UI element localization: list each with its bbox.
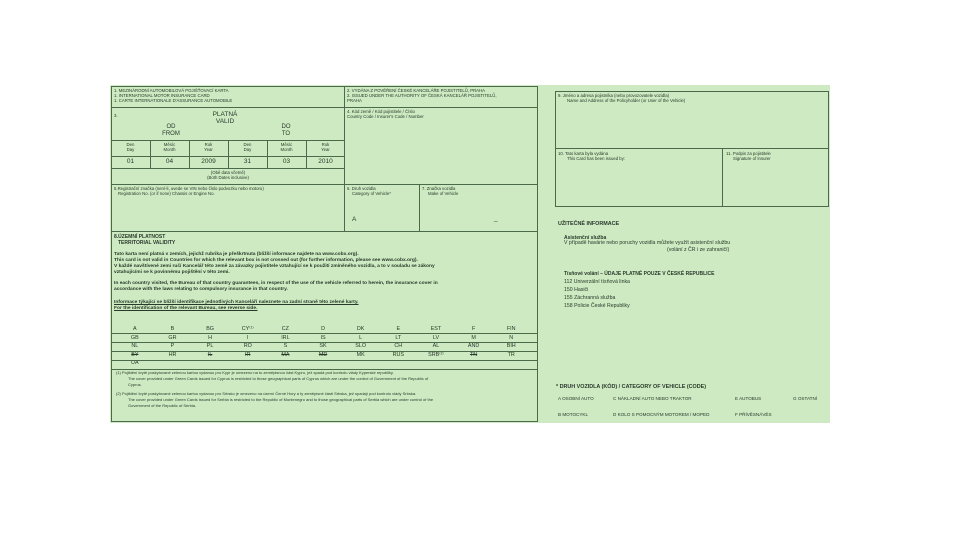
country-code: I [246,334,249,341]
col-label-month-to: Měsíc [280,142,293,147]
country-code: E [396,326,401,332]
box-4-line-1: 4. Kód země / Kód pojistitele / Číslo [347,109,415,114]
country-code-crossed: TN [469,351,478,358]
box-2-line-2: 2. ISSUED UNDER THE AUTHORITY OF ČESKÁ KANCELÁŘ POJISTITELŮ, [347,93,497,98]
emergency-line-150: 150 Hasiči [564,287,589,293]
box-4-line-2: Country Code / Insurer's Code / Number [347,114,424,119]
country-code-crossed: MA [281,351,290,358]
country-code: NL [131,343,139,350]
country-code: LT [395,334,402,341]
col-label-month-from: Měsíc [163,142,176,147]
box-7-line-1: 7. Značka vozidla [422,186,456,191]
validity-para-7: Informace týkající se bližší identifikace jednotlivých Kanceláří naleznete na zadní straně této zelené karty. [114,300,359,305]
valid-to-month: 03 [282,158,291,165]
validity-para-8: For the identification of the relevant Bureau, see reverse side. [114,306,258,311]
grid-line-2 [111,342,538,343]
box-5-line-2: Registration No. (or if none) Chassis or Engine No. [118,191,215,196]
country-code: DK [356,326,365,332]
country-code: AL [432,343,440,350]
country-code: GB [130,334,139,341]
country-code: SRB⁽²⁾ [428,351,444,358]
validity-para-4: vztahujícími se k povinnému pojištění v této zemi. [114,270,230,275]
country-code: D [321,326,325,332]
box-3-number: 3. [114,113,118,118]
do-label: DO [281,124,291,130]
country-code: SLO [355,343,367,350]
assistance-title: Asistenční služba [564,235,607,241]
country-code: N [509,334,514,341]
both-dates-note-cz: (Obě data včetně) [210,170,246,175]
assistance-text: V případě havárie nebo poruchy vozidla můžete využít asistenční službu [564,240,731,246]
box-1-line-3: 1. CARTE INTERNATIONALE D'ASSURANCE AUTOMOBILE [114,98,233,103]
box-2-line-3: PRAHA [347,98,362,103]
footnote-2-en: The cover provided under Green Cards issued for Serbia is restricted to the Republic of Montenegro and to those geographical parts of Serbia which are under control of the [128,397,434,402]
country-code: CY⁽¹⁾ [241,326,254,332]
col-label-day-from: Den [126,142,135,147]
box-2-line-1: 2. VYDÁNA Z POVĚŘENÍ ČESKÉ KANCELÁŘE POJISTITELŮ, PRAHA [347,88,486,93]
grid-line-1 [111,333,538,334]
country-code: H [208,334,213,341]
category-b: B MOTOCYKL [558,412,589,417]
country-row-2 [116,334,530,343]
country-code: A [133,326,137,332]
box-1-line-1: 1. MEZINÁRODNÍ AUTOMOBILOVÁ POJIŠŤOVACÍ KARTA [114,88,229,93]
emergency-line-158: 158 Policie České Republiky [564,303,630,309]
country-code: IS [320,334,326,341]
country-code: P [170,343,175,350]
country-code: LV [432,334,440,341]
col-label-year-to-en: Year [321,147,330,152]
col-label-month-from-en: Month [163,147,176,152]
col-label-year-to: Rok [321,142,330,147]
useful-info-title: UŽITEČNÉ INFORMACE [558,221,620,227]
to-label: TO [281,131,291,137]
assistance-note: (volání z ČR i ze zahraničí) [667,247,730,253]
footnote-2-en-cont: Government of the Republic of Serbia. [128,403,197,408]
box-7-line-2: Make of Vehicle [428,191,459,196]
box-9-line-2: Name and Address of the Policyholder (or User of the Vehicle) [567,98,686,103]
validity-para-6: accordance with the laws relating to compulsory insurance in that country. [114,287,288,292]
country-code: M [471,334,476,341]
box-11-line-1: 11. Podpis za pojistitele [726,151,771,156]
validity-para-2: This card is not valid in Countries for which the relevant box is not crossed out (for further information, please see www.cobx.org). [114,258,418,263]
valid-from-year: 2009 [201,158,216,165]
country-code: IRL [281,334,290,341]
footnote-1-en-cont: Cyprus. [128,382,142,387]
od-label: OD [166,124,176,130]
emergency-title: Tísňové volání – ÚDAJE PLATNÉ POUZE V ČESKÉ REPUBLICE [564,271,715,277]
country-code: BG [206,326,214,332]
box-6-line-2: Category of Vehicle* [352,191,391,196]
valid-label: VALID [215,118,235,125]
country-code: HR [168,351,177,358]
country-code: EST [430,326,442,332]
category-g: G OSTATNÍ [793,396,818,401]
country-code-crossed: BY [131,351,139,358]
territorial-title-cz: 8.ÚZEMNÍ PLATNOST [114,234,166,240]
country-code: SK [319,343,327,350]
valid-to-day: 31 [243,158,252,165]
country-code: MK [356,351,365,358]
country-code: BIH [506,343,516,350]
box-9-line-1: 9. Jméno a adresa pojistníka (nebo provozovatele vozidla) [558,93,670,98]
country-code: L [359,334,363,341]
category-f: F PŘÍVĚSNÁVĚS [735,412,772,417]
validity-para-5: In each country visited, the Bureau of that country guarantees, in respect of the use of the vehicle referred to herein, the insurance cover in [114,281,438,286]
col-label-day-to: Den [243,142,252,147]
country-code-crossed: IR [245,351,251,358]
country-code: PL [206,343,214,350]
validity-table-bottom [111,168,345,169]
footnote-1-cz: (1) Pojištění kryté poskytované zelenou kartou vydanou pro Kypr je omezeno na tu zeměpisnou část Kypru, jež spadá pod kontrolu vlády Kyperské republiky. [116,370,394,375]
vehicle-category-value: A [352,216,357,223]
both-dates-note-en: (Both Dates inclusive) [207,175,249,180]
col-label-year-from-en: Year [204,147,213,152]
validity-para-1: Tato karta není platná v zemích, jejichž rubrika je přeškrtnuta (bližší informace najdete na www.cobx.org). [114,252,359,257]
country-code: F [471,326,476,332]
country-code: CZ [281,326,289,332]
category-c: C NÁKLADNÍ AUTO NEBO TRAKTOR [613,396,692,401]
vehicle-category-title: * DRUH VOZIDLA (KÓD) / CATEGORY OF VEHICLE (CODE) [556,384,707,390]
footnote-2-cz: (2) Pojištění kryté poskytované zelenou kartou vydanou pro Srbsko je omezeno na území Černé Hory a ty zeměpisné části Srbska, jež spadají pod kontrolu vlády Srbska. [116,391,417,396]
from-label: FROM [162,131,180,137]
emergency-line-155: 155 Záchranná služba [564,295,616,301]
validity-para-3: V každé navštívené zemi ručí Kancelář této země za závazky pojistitele vztahující se k použití zmíněného vozidla, a to v souladu se zákony [114,264,435,269]
country-code: GR [168,334,177,341]
valid-from-day: 01 [126,158,135,165]
col-label-day-to-en: Day [243,147,252,152]
country-row-3 [116,342,530,351]
country-code: B [170,326,175,332]
box-6-line-1: 6. Druh vozidla [347,186,376,191]
country-code-grid [116,325,530,368]
col-label-year-from: Rok [204,142,213,147]
emergency-line-112: 112 Univerzální tísňová linka [564,279,630,285]
country-code: FIN [506,326,516,332]
box-1-line-2: 1. INTERNATIONAL MOTOR INSURANCE CARD [114,93,210,98]
box-11-line-2: Signature of Insurer [733,156,771,161]
territorial-title-en: TERRITORIAL VALIDITY [118,240,176,246]
valid-from-month: 04 [165,158,174,165]
category-e: E AUTOBUS [735,396,762,401]
col-label-day-from-en: Day [126,147,135,152]
box-5-line-1: 5.Registrační značka (není-li, uvede se VIN nebo číslo podvozku nebo motoru) [114,186,264,191]
vehicle-make-value: _ [494,215,498,222]
country-code-crossed: MD [318,351,328,358]
country-code: TR [507,351,515,358]
country-code: S [283,343,288,350]
country-code: RUS [392,351,404,358]
col-label-month-to-en: Month [280,147,293,152]
box-10-line-1: 10. Tato karta byla vydána [558,151,609,156]
country-row-4 [116,351,530,360]
category-d: D KOLO S POMOCNÝM MOTOREM / MOPED [613,412,710,417]
right-pane-border [555,91,829,207]
footnote-1-en: The cover provided under Green Cards issued for Cyprus is restricted to those geographical parts of Cyprus which are under the control of Government of the Republic of [128,376,429,381]
right-pane-divider [555,148,829,149]
country-code: RO [243,343,252,350]
valid-to-year: 2010 [318,158,333,165]
box-10-11-divider [722,148,723,207]
box-10-line-2: This Card has been issued by: [567,156,626,161]
country-code: AND [467,343,480,350]
country-code-crossed: IL [207,351,213,358]
platna-label: PLATNÁ [212,111,238,118]
category-a: A OSOBNÍ AUTO [558,396,594,401]
country-code: UA [131,360,139,367]
grid-line-4 [111,360,538,361]
country-code: CH [394,343,403,350]
grid-line-3 [111,351,538,352]
